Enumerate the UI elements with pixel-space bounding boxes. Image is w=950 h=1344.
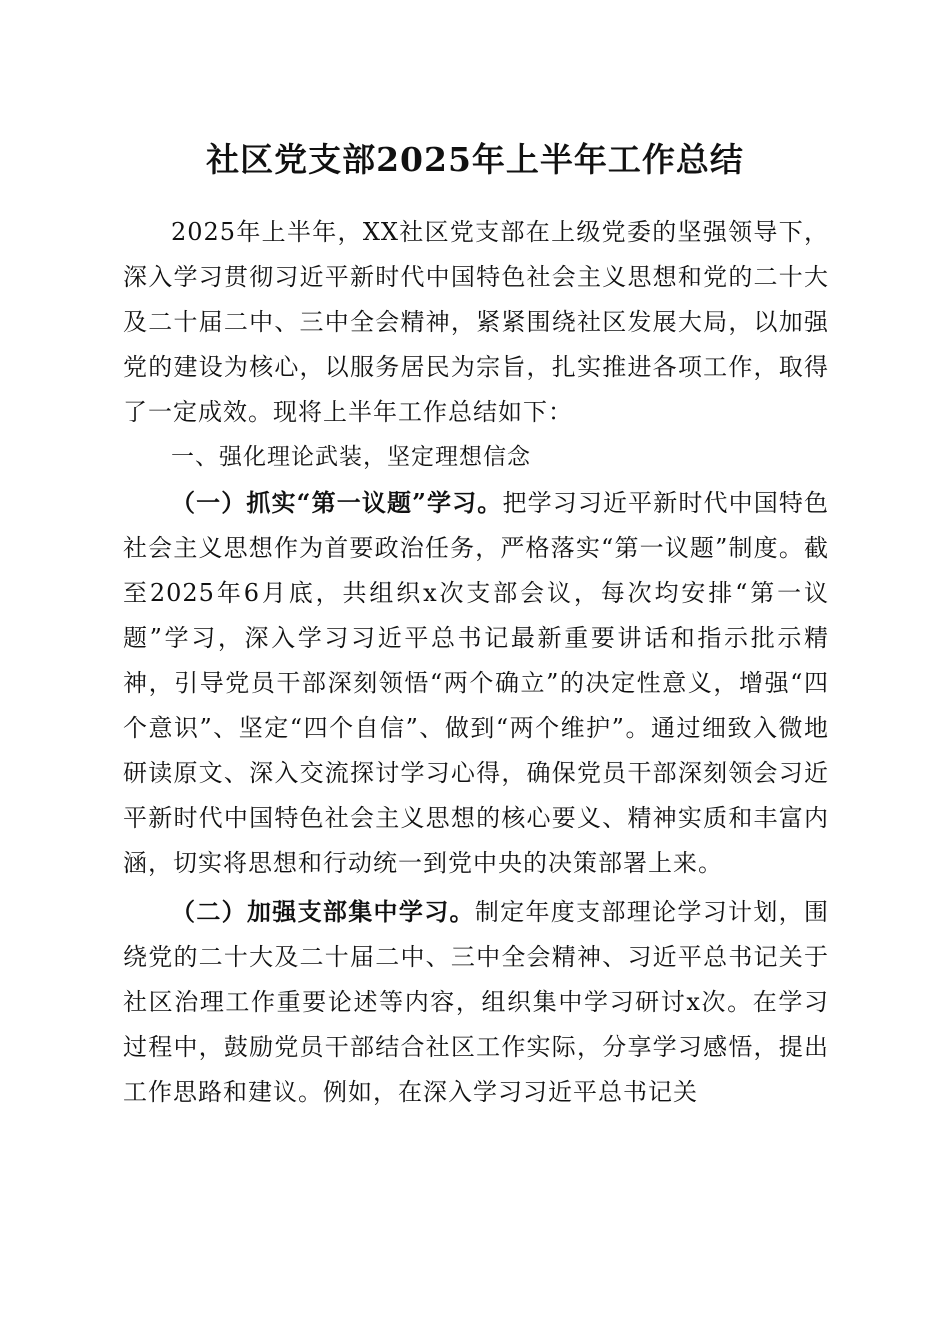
section-heading: 一、强化理论武装，坚定理想信念: [171, 444, 531, 470]
intro-paragraph: 2025年上半年，XX社区党支部在上级党委的坚强领导下，深入学习贯彻习近平新时代中国特色社会主义思想和党的二十大及二十届二中、三中全会精神，紧紧围绕社区发展大局，以加强党的建设为核心，以服务居民为宗旨，扎实推进各项工作，取得了一定成效。现将上半年工作总结如下：: [123, 218, 829, 426]
item-paragraph: [123, 889, 829, 1115]
item-text: 把学习习近平新时代中国特色社会主义思想作为首要政治任务，严格落实“第一议题”制度。截至2025年6月底，共组织x次支部会议，每次均安排“第一议题”学习，深入学习习近平总书记最新重要讲话和指示批示精神，引导党员干部深刻领悟“两个确立”的决定性意义，增强“四个意识”、坚定“四个自信”、做到“两个维护”。通过细致入微地研读原文、深入交流探讨学习心得，确保党员干部深刻领会习近平新时代中国特色社会主义思想的核心要义、精神实质和丰富内涵，切实将思想和行动统一到党中央的决策部署上来。: [123, 489, 830, 877]
item-lead: （一）抓实“第一议题”学习。: [171, 488, 503, 517]
item-lead: （二）加强支部集中学习。: [171, 897, 475, 926]
item-paragraph: [123, 480, 829, 886]
document-title: 社区党支部2025年上半年工作总结: [206, 140, 744, 179]
item-text: 制定年度支部理论学习计划，围绕党的二十大及二十届二中、三中全会精神、习近平总书记关于社区治理工作重要论述等内容，组织集中学习研讨x次。在学习过程中，鼓励党员干部结合社区工作实际，分享学习感悟，提出工作思路和建议。例如，在深入学习习近平总书记关: [123, 898, 830, 1106]
document-body: [123, 210, 829, 1115]
